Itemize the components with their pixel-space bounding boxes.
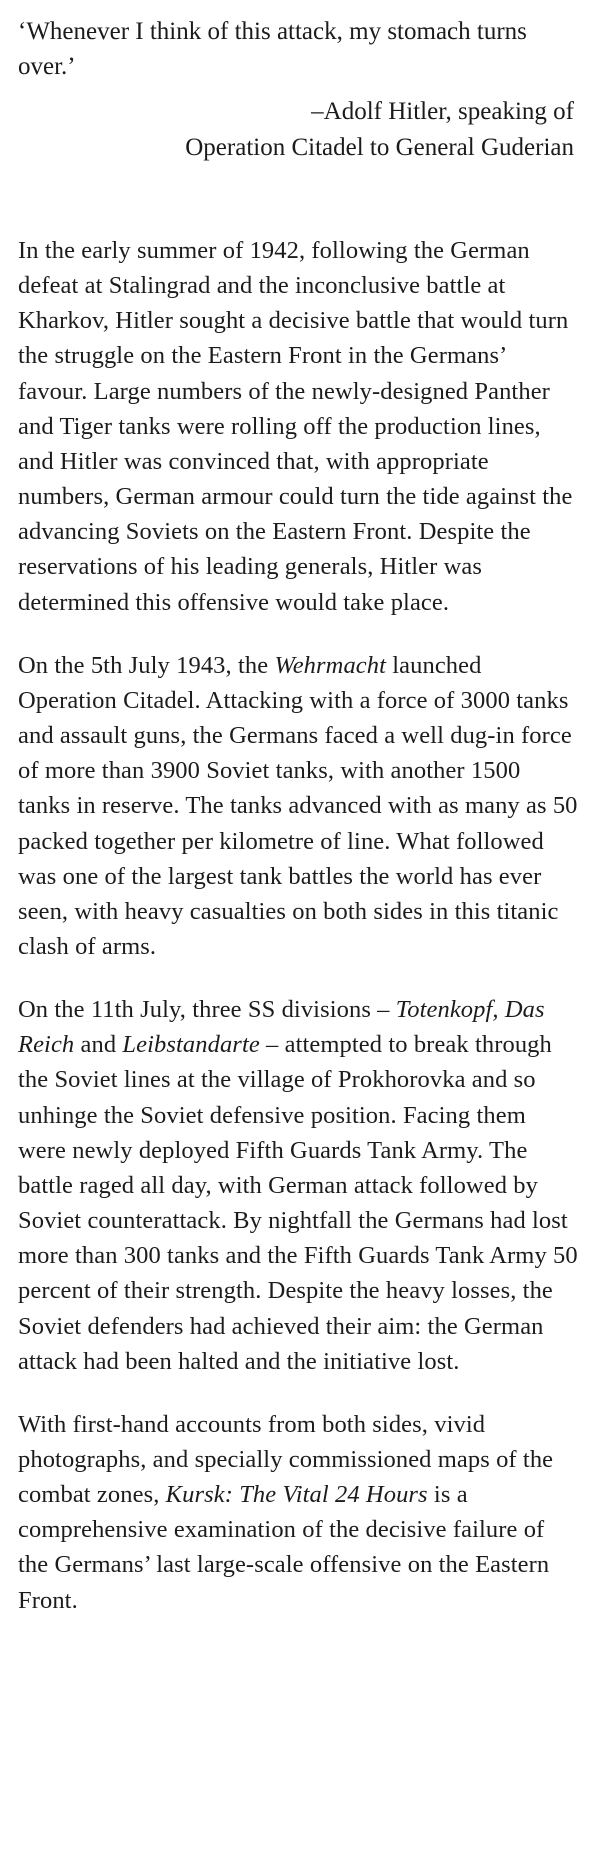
paragraph-1: In the early summer of 1942, following the German defeat at Stalingrad and the inconclusive battle at Kharkov, Hitler sought a decisive battle that would turn the struggle on the Eastern Front in the Germans’ favour. Large numbers of the newly-designed Panther and Tiger tanks were rolling off the production lines, and Hitler was convinced that, with appropriate numbers, German armour could turn the tide against the advancing Soviets on the Eastern Front. Despite the reservations of his leading generals, Hitler was determined this offensive would take place. xyxy=(18,237,573,616)
paragraph-spacer-3 xyxy=(18,1379,578,1407)
epigraph xyxy=(18,14,578,165)
paragraph-4: With first-hand accounts from both sides, vivid photographs, and specially commissioned maps of the combat zones, Kursk: The Vital 24 Hours is a comprehensive examination of the decisive failure of the Germans’ last large-scale offensive on the Eastern Front. xyxy=(18,1410,554,1614)
paragraph-spacer-1 xyxy=(18,620,578,648)
epigraph-attribution-line-2: Operation Citadel to General Guderian xyxy=(185,133,574,161)
epigraph-body-spacer xyxy=(18,169,578,233)
paragraph-3: On the 11th July, three SS divisions – Totenkopf, Das Reich and Leibstandarte – attempted to break through the Soviet lines at the village of Prokhorovka and so unhinge the Soviet defensive position. Facing them were newly deployed Fifth Guards Tank Army. The battle raged all day, with German attack followed by Soviet counterattack. By nightfall the Germans had lost more than 300 tanks and the Fifth Guards Tank Army 50 percent of their strength. Despite the heavy losses, the Soviet defenders had achieved their aim: the German attack had been halted and the initiative lost. xyxy=(18,996,578,1375)
paragraph-2: On the 5th July 1943, the Wehrmacht launched Operation Citadel. Attacking with a force of 3000 tanks and assault guns, the Germans faced a well dug-in force of more than 3900 Soviet tanks, with another 1500 tanks in reserve. The tanks advanced with as many as 50 packed together per kilometre of line. What followed was one of the largest tank battles the world has ever seen, with heavy casualties on both sides in this titanic clash of arms. xyxy=(18,651,578,960)
epigraph-attribution xyxy=(18,94,578,165)
epigraph-attribution-line-1: –Adolf Hitler, speaking of xyxy=(311,98,574,125)
paragraph-spacer-2 xyxy=(18,964,578,992)
epigraph-quote: ‘Whenever I think of this attack, my stomach turns over.’ xyxy=(18,18,527,80)
